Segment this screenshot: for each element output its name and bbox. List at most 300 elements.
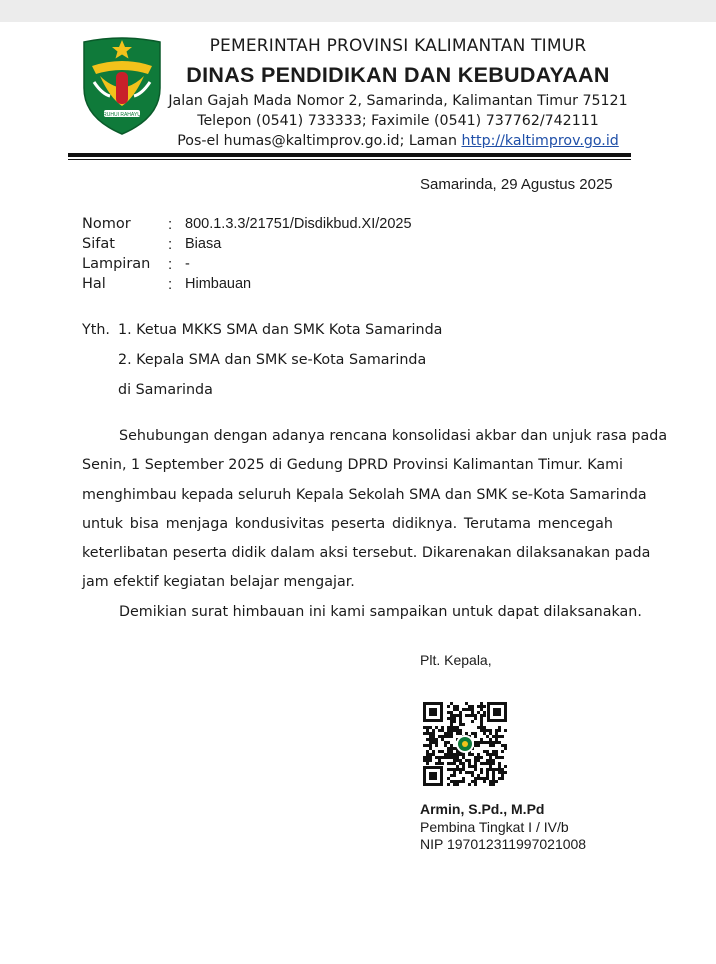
qr-module <box>450 714 453 717</box>
qr-module <box>447 705 450 708</box>
qr-module <box>447 753 450 756</box>
qr-module <box>453 747 456 750</box>
qr-module <box>453 753 456 756</box>
qr-module <box>498 729 501 732</box>
qr-module <box>432 732 435 735</box>
qr-module <box>453 762 456 765</box>
signatory-nip: NIP 197012311997021008 <box>420 836 587 852</box>
qr-module <box>429 753 432 756</box>
qr-module <box>438 759 441 762</box>
qr-module <box>486 741 489 744</box>
qr-module <box>492 759 495 762</box>
qr-module <box>498 771 501 774</box>
qr-module <box>423 732 426 735</box>
qr-module <box>435 741 438 744</box>
qr-module <box>450 768 453 771</box>
qr-module <box>480 729 483 732</box>
qr-module <box>489 762 492 765</box>
qr-module <box>477 774 480 777</box>
qr-module <box>447 717 450 720</box>
qr-module <box>492 783 495 786</box>
qr-module <box>483 777 486 780</box>
qr-module <box>477 756 480 759</box>
qr-module <box>432 741 435 744</box>
qr-module <box>477 726 480 729</box>
qr-module <box>474 765 477 768</box>
qr-module <box>480 726 483 729</box>
qr-module <box>495 738 498 741</box>
qr-module <box>426 726 429 729</box>
qr-module <box>483 762 486 765</box>
qr-module <box>480 756 483 759</box>
qr-module <box>450 756 453 759</box>
qr-module <box>489 744 492 747</box>
qr-module <box>465 759 468 762</box>
qr-module <box>429 735 432 738</box>
letterhead-phone: Telepon (0541) 733333; Faximile (0541) 737762/742111 <box>197 113 599 129</box>
qr-module <box>492 753 495 756</box>
qr-module <box>435 738 438 741</box>
meta-label-sifat: Sifat <box>82 236 115 252</box>
qr-module <box>429 741 432 744</box>
qr-module <box>489 780 492 783</box>
qr-module <box>447 741 450 744</box>
qr-module <box>495 729 498 732</box>
qr-module <box>504 771 507 774</box>
qr-module <box>450 744 453 747</box>
qr-module <box>492 762 495 765</box>
qr-module <box>444 753 447 756</box>
qr-module <box>474 735 477 738</box>
qr-module <box>474 756 477 759</box>
qr-module <box>477 753 480 756</box>
qr-module <box>492 735 495 738</box>
qr-module <box>462 756 465 759</box>
qr-module <box>480 771 483 774</box>
qr-module <box>426 729 429 732</box>
qr-module <box>501 756 504 759</box>
meta-label-hal: Hal <box>82 276 106 292</box>
meta-colon: : <box>168 276 173 293</box>
qr-module <box>450 717 453 720</box>
qr-module <box>474 714 477 717</box>
qr-module <box>456 750 459 753</box>
body-line-4: untuk bisa menjaga kondusivitas peserta didiknya. Terutama mencegah <box>82 516 613 532</box>
qr-module <box>480 723 483 726</box>
qr-module <box>423 726 426 729</box>
letterhead-email: Pos-el humas@kaltimprov.go.id; Laman <box>177 133 462 149</box>
qr-module <box>492 768 495 771</box>
qr-module <box>501 771 504 774</box>
qr-module <box>429 747 432 750</box>
recipient-1: 1. Ketua MKKS SMA dan SMK Kota Samarinda <box>118 322 443 338</box>
meta-value-hal: Himbauan <box>185 276 252 292</box>
signatory-rank: Pembina Tingkat I / IV/b <box>420 819 569 835</box>
qr-module <box>480 702 483 705</box>
qr-module <box>447 750 450 753</box>
qr-module <box>465 732 468 735</box>
qr-module <box>465 714 468 717</box>
qr-module <box>480 741 483 744</box>
qr-module <box>462 765 465 768</box>
qr-module <box>492 777 495 780</box>
qr-module <box>474 759 477 762</box>
qr-module <box>468 783 471 786</box>
signature-role: Plt. Kepala, <box>420 652 492 668</box>
provincial-emblem-logo <box>80 36 164 136</box>
qr-module <box>483 750 486 753</box>
qr-module <box>492 741 495 744</box>
qr-module <box>480 762 483 765</box>
qr-module <box>501 768 504 771</box>
qr-module <box>468 708 471 711</box>
qr-module <box>435 726 438 729</box>
qr-module <box>459 729 462 732</box>
qr-module <box>459 762 462 765</box>
qr-module <box>423 756 426 759</box>
qr-module <box>501 777 504 780</box>
letterhead-rule-thin <box>68 159 631 160</box>
qr-module <box>492 774 495 777</box>
qr-module <box>495 780 498 783</box>
qr-module <box>477 741 480 744</box>
qr-module <box>471 708 474 711</box>
qr-module <box>453 726 456 729</box>
qr-module <box>483 726 486 729</box>
qr-module <box>477 777 480 780</box>
qr-module <box>456 753 459 756</box>
qr-module <box>456 732 459 735</box>
qr-module <box>426 738 429 741</box>
qr-module <box>429 738 432 741</box>
qr-module <box>450 735 453 738</box>
qr-module <box>489 756 492 759</box>
qr-module <box>444 756 447 759</box>
qr-module <box>447 732 450 735</box>
qr-module <box>474 717 477 720</box>
qr-module <box>450 729 453 732</box>
qr-module <box>504 765 507 768</box>
qr-module <box>498 756 501 759</box>
qr-module <box>471 711 474 714</box>
qr-module <box>441 726 444 729</box>
place-date: Samarinda, 29 Agustus 2025 <box>420 176 613 193</box>
qr-module <box>492 780 495 783</box>
qr-module <box>447 735 450 738</box>
qr-module <box>462 777 465 780</box>
qr-module <box>456 756 459 759</box>
qr-module <box>429 759 432 762</box>
qr-module <box>468 759 471 762</box>
qr-module <box>453 720 456 723</box>
qr-module <box>492 744 495 747</box>
qr-module <box>453 708 456 711</box>
qr-module <box>486 768 489 771</box>
qr-module <box>483 711 486 714</box>
qr-module <box>447 729 450 732</box>
qr-module <box>471 765 474 768</box>
addressee-prefix: Yth. <box>82 322 110 338</box>
qr-module <box>465 771 468 774</box>
qr-module <box>459 714 462 717</box>
qr-module <box>501 735 504 738</box>
qr-module <box>471 720 474 723</box>
qr-module <box>489 765 492 768</box>
qr-module <box>492 750 495 753</box>
recipient-location: di Samarinda <box>118 382 213 398</box>
qr-module <box>456 768 459 771</box>
qr-module <box>447 783 450 786</box>
top-band <box>0 0 716 22</box>
qr-module <box>474 732 477 735</box>
qr-module <box>453 768 456 771</box>
qr-module <box>483 732 486 735</box>
qr-module <box>462 768 465 771</box>
qr-module <box>474 762 477 765</box>
qr-module <box>498 768 501 771</box>
qr-module <box>477 744 480 747</box>
body-line-1: Sehubungan dengan adanya rencana konsolidasi akbar dan unjuk rasa pada <box>119 428 668 444</box>
qr-module <box>441 750 444 753</box>
qr-module <box>477 711 480 714</box>
qr-module <box>450 726 453 729</box>
closing-sentence: Demikian surat himbauan ini kami sampaikan untuk dapat dilaksanakan. <box>119 604 642 620</box>
qr-module <box>450 720 453 723</box>
qr-module <box>447 777 450 780</box>
qr-module <box>501 750 504 753</box>
qr-module <box>447 762 450 765</box>
qr-module <box>495 750 498 753</box>
qr-module <box>462 762 465 765</box>
qr-module <box>489 753 492 756</box>
qr-module <box>474 768 477 771</box>
qr-module <box>447 711 450 714</box>
qr-module <box>474 780 477 783</box>
meta-value-sifat: Biasa <box>185 236 222 252</box>
qr-module <box>462 708 465 711</box>
body-line-6: jam efektif kegiatan belajar mengajar. <box>82 574 355 590</box>
qr-module <box>435 762 438 765</box>
qr-module <box>471 774 474 777</box>
qr-module <box>462 780 465 783</box>
qr-module <box>435 744 438 747</box>
meta-label-lampiran: Lampiran <box>82 256 151 272</box>
qr-module <box>501 774 504 777</box>
qr-module <box>486 762 489 765</box>
qr-module <box>495 756 498 759</box>
meta-colon: : <box>168 236 173 253</box>
qr-module <box>468 705 471 708</box>
qr-module <box>426 759 429 762</box>
qr-module <box>483 741 486 744</box>
qr-module <box>426 762 429 765</box>
qr-module <box>429 732 432 735</box>
qr-module <box>465 702 468 705</box>
qr-module <box>504 747 507 750</box>
qr-module <box>477 705 480 708</box>
qr-module <box>456 708 459 711</box>
body-line-5: keterlibatan peserta didik dalam aksi tersebut. Dikarenakan dilaksanakan pada <box>82 545 651 561</box>
qr-module <box>486 729 489 732</box>
qr-module <box>495 732 498 735</box>
qr-module <box>462 723 465 726</box>
qr-module <box>486 735 489 738</box>
qr-module <box>444 732 447 735</box>
qr-module <box>459 759 462 762</box>
meta-value-nomor: 800.1.3.3/21751/Disdikbud.XI/2025 <box>185 216 412 232</box>
qr-module <box>453 774 456 777</box>
qr-module <box>489 738 492 741</box>
qr-module <box>495 768 498 771</box>
qr-module <box>450 774 453 777</box>
qr-module <box>483 729 486 732</box>
qr-module <box>486 759 489 762</box>
qr-module <box>459 732 462 735</box>
recipient-2: 2. Kepala SMA dan SMK se-Kota Samarinda <box>118 352 427 368</box>
meta-colon: : <box>168 256 173 273</box>
qr-module <box>471 753 474 756</box>
qr-module <box>468 762 471 765</box>
qr-module <box>462 753 465 756</box>
qr-module <box>432 750 435 753</box>
qr-module <box>432 738 435 741</box>
qr-module <box>471 771 474 774</box>
qr-module <box>480 714 483 717</box>
qr-module <box>498 741 501 744</box>
qr-module <box>453 756 456 759</box>
qr-module <box>447 768 450 771</box>
qr-module <box>459 723 462 726</box>
qr-module <box>450 762 453 765</box>
qr-module <box>450 747 453 750</box>
qr-module <box>486 771 489 774</box>
qr-module <box>489 768 492 771</box>
qr-module <box>450 702 453 705</box>
qr-module <box>459 717 462 720</box>
signatory-name: Armin, S.Pd., M.Pd <box>420 801 545 817</box>
qr-module <box>441 735 444 738</box>
qr-module <box>498 735 501 738</box>
qr-module <box>432 735 435 738</box>
qr-module <box>474 777 477 780</box>
qr-module <box>441 762 444 765</box>
qr-module <box>480 777 483 780</box>
qr-module <box>444 744 447 747</box>
qr-module <box>432 729 435 732</box>
website-link[interactable]: http://kaltimprov.go.id <box>461 133 619 149</box>
qr-module <box>447 756 450 759</box>
qr-module <box>468 765 471 768</box>
qr-module <box>426 744 429 747</box>
qr-module <box>468 771 471 774</box>
qr-module <box>438 756 441 759</box>
qr-module <box>459 768 462 771</box>
qr-module <box>495 741 498 744</box>
qr-module <box>453 759 456 762</box>
qr-module <box>456 729 459 732</box>
qr-module <box>450 753 453 756</box>
qr-module <box>444 735 447 738</box>
qr-module <box>450 723 453 726</box>
qr-module <box>489 732 492 735</box>
qr-module <box>498 762 501 765</box>
qr-module <box>423 759 426 762</box>
qr-module <box>459 720 462 723</box>
qr-module <box>468 714 471 717</box>
qr-module <box>495 753 498 756</box>
letterhead-rule-thick <box>68 153 631 157</box>
qr-module <box>489 741 492 744</box>
qr-module <box>441 738 444 741</box>
qr-module <box>489 783 492 786</box>
qr-module <box>438 729 441 732</box>
meta-label-nomor: Nomor <box>82 216 131 232</box>
qr-module <box>429 744 432 747</box>
qr-module <box>453 705 456 708</box>
qr-module <box>438 750 441 753</box>
qr-module <box>480 768 483 771</box>
qr-module <box>429 726 432 729</box>
qr-module <box>498 777 501 780</box>
qr-module <box>459 771 462 774</box>
qr-module <box>471 732 474 735</box>
qr-module <box>471 714 474 717</box>
qr-module <box>498 726 501 729</box>
qr-module <box>480 720 483 723</box>
qr-module <box>486 774 489 777</box>
qr-module <box>480 708 483 711</box>
qr-module <box>444 741 447 744</box>
qr-module <box>447 726 450 729</box>
qr-module <box>486 750 489 753</box>
qr-module <box>459 711 462 714</box>
qr-module <box>432 753 435 756</box>
qr-module <box>456 726 459 729</box>
letterhead-agency: DINAS PENDIDIKAN DAN KEBUDAYAAN <box>186 63 610 87</box>
qr-module <box>441 729 444 732</box>
qr-module <box>453 780 456 783</box>
qr-module <box>447 747 450 750</box>
meta-colon: : <box>168 216 173 233</box>
letterhead-government: PEMERINTAH PROVINSI KALIMANTAN TIMUR <box>209 36 587 56</box>
qr-module <box>453 771 456 774</box>
qr-module <box>456 705 459 708</box>
qr-module <box>426 756 429 759</box>
qr-module <box>453 783 456 786</box>
qr-module <box>441 756 444 759</box>
qr-module <box>438 735 441 738</box>
qr-module <box>480 705 483 708</box>
qr-module <box>492 771 495 774</box>
qr-module <box>438 762 441 765</box>
qr-module <box>498 765 501 768</box>
qr-module <box>429 756 432 759</box>
letterhead-address: Jalan Gajah Mada Nomor 2, Samarinda, Kalimantan Timur 75121 <box>168 93 628 109</box>
qr-module <box>504 744 507 747</box>
qr-module <box>483 705 486 708</box>
qr-module <box>456 759 459 762</box>
qr-module <box>465 708 468 711</box>
qr-code-signature <box>423 702 507 786</box>
qr-module <box>450 711 453 714</box>
qr-module <box>495 735 498 738</box>
qr-module <box>474 744 477 747</box>
qr-module <box>471 705 474 708</box>
qr-module <box>456 783 459 786</box>
qr-module <box>486 753 489 756</box>
qr-module <box>450 750 453 753</box>
qr-module <box>480 738 483 741</box>
